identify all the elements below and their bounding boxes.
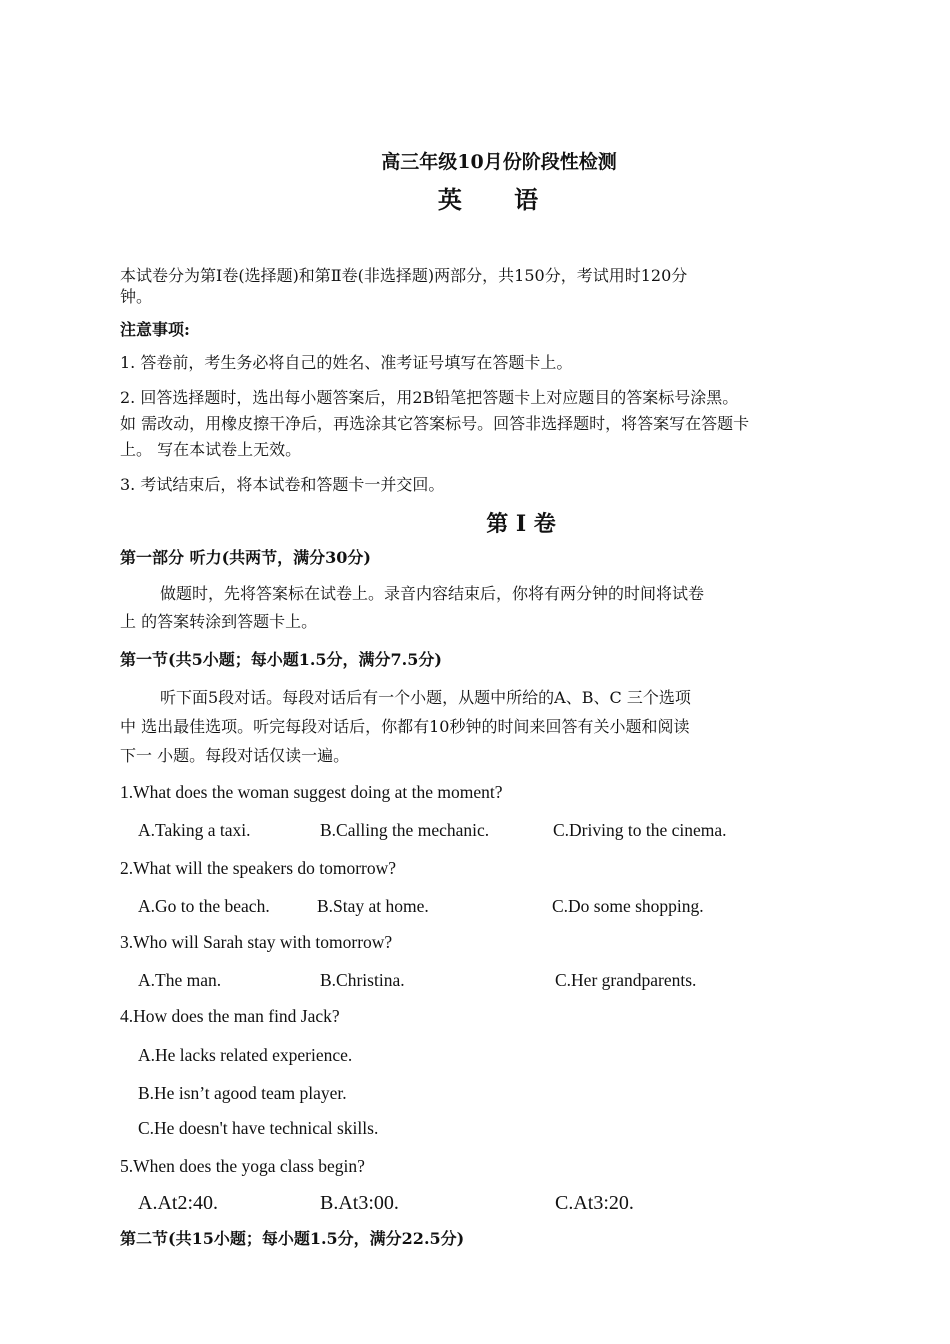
notice-title: 注意事项: xyxy=(120,320,190,339)
exam-title: 高三年级10月份阶段性检测 xyxy=(381,151,617,173)
subsection-1-instructions: 听下面5段对话。每段对话后有一个小题，从题中所给的A、B、C 三个选项 xyxy=(160,688,691,707)
q4-option-c: C.He doesn't have technical skills. xyxy=(138,1118,379,1138)
q1-option-a: A.Taking a taxi. xyxy=(138,820,251,840)
question-1: 1.What does the woman suggest doing at the moment? xyxy=(120,782,503,802)
volume-title: 第 I 卷 xyxy=(486,511,556,537)
notice-item-2-cont: 如 需改动，用橡皮擦干净后，再选涂其它答案标号。回答非选择题时，将答案写在答题卡 xyxy=(120,414,750,433)
q2-option-b: B.Stay at home. xyxy=(317,896,429,916)
question-5: 5.When does the yoga class begin? xyxy=(120,1156,365,1176)
part-title: 第一部分 听力(共两节，满分30分) xyxy=(120,548,371,567)
part-instructions-cont: 上 的答案转涂到答题卡上。 xyxy=(120,612,318,631)
q4-option-b: B.He isn’t agood team player. xyxy=(138,1083,347,1103)
q1-option-b: B.Calling the mechanic. xyxy=(320,820,490,840)
subsection-1-instructions-cont: 中 选出最佳选项。听完每段对话后，你都有10秒钟的时间来回答有关小题和阅读 xyxy=(120,717,690,736)
subsection-1-instructions-cont2: 下一 小题。每段对话仅读一遍。 xyxy=(120,746,350,765)
q5-option-c: C.At3:20. xyxy=(555,1192,634,1214)
subsection-2-title: 第二节(共15小题；每小题1.5分，满分22.5分) xyxy=(120,1229,465,1248)
q2-option-c: C.Do some shopping. xyxy=(552,896,704,916)
subject-title: 英 语 xyxy=(437,185,561,214)
intro-line-cont: 钟。 xyxy=(120,287,153,306)
notice-item-2-cont2: 上。 写在本试卷上无效。 xyxy=(120,440,302,459)
question-2: 2.What will the speakers do tomorrow? xyxy=(120,858,397,878)
q1-option-c: C.Driving to the cinema. xyxy=(553,820,727,840)
q3-option-c: C.Her grandparents. xyxy=(555,970,697,990)
notice-item-3: 3. 考试结束后，将本试卷和答题卡一并交回。 xyxy=(120,475,445,494)
part-instructions: 做题时，先将答案标在试卷上。录音内容结束后，你将有两分钟的时间将试卷 xyxy=(160,584,705,603)
q5-option-b: B.At3:00. xyxy=(320,1192,399,1214)
q2-option-a: A.Go to the beach. xyxy=(138,896,270,916)
q5-option-a: A.At2:40. xyxy=(138,1192,218,1214)
q4-option-a: A.He lacks related experience. xyxy=(138,1045,353,1065)
question-4: 4.How does the man find Jack? xyxy=(120,1006,340,1026)
notice-item-2: 2. 回答选择题时，选出每小题答案后，用2B铅笔把答题卡上对应题目的答案标号涂黑。 xyxy=(120,388,739,407)
q3-option-a: A.The man. xyxy=(138,970,222,990)
intro-line: 本试卷分为第Ⅰ卷(选择题)和第Ⅱ卷(非选择题)两部分，共150分，考试用时120分 xyxy=(120,266,688,285)
q3-option-b: B.Christina. xyxy=(320,970,405,990)
question-3: 3.Who will Sarah stay with tomorrow? xyxy=(120,932,393,952)
notice-item-1: 1. 答卷前，考生务必将自己的姓名、准考证号填写在答题卡上。 xyxy=(120,353,573,372)
subsection-1-title: 第一节(共5小题；每小题1.5分，满分7.5分) xyxy=(120,650,442,669)
